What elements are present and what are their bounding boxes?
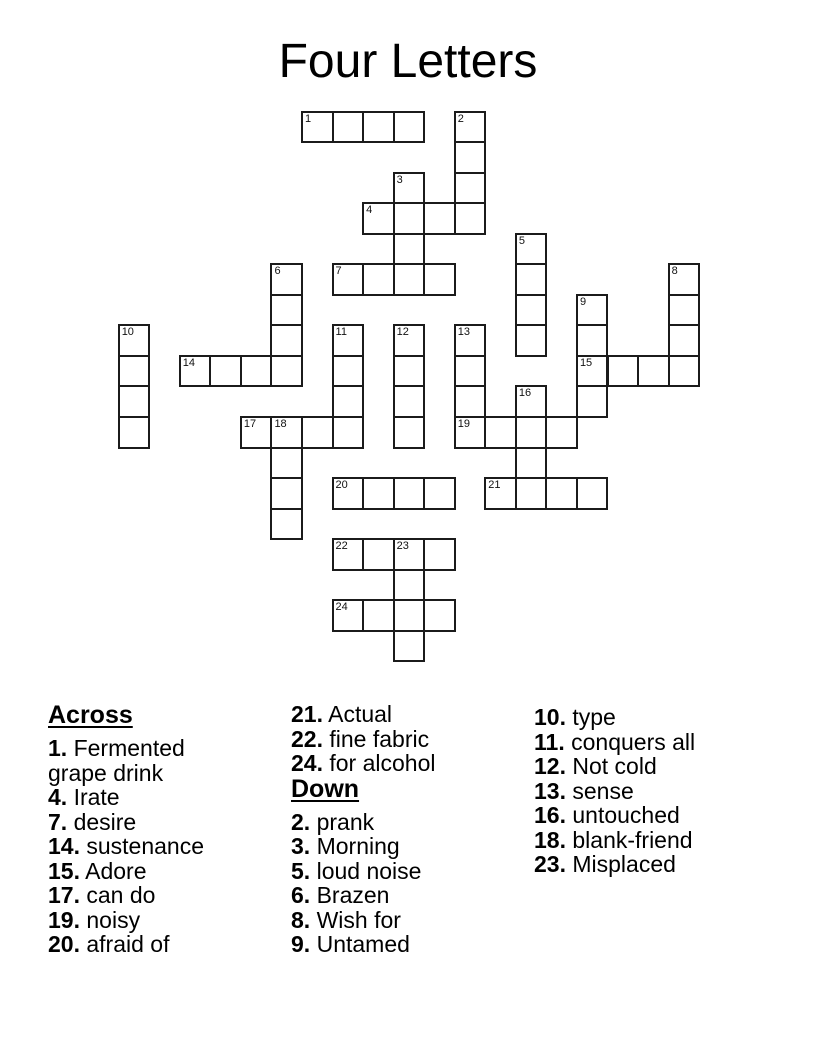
cell-number: 16	[518, 387, 532, 400]
grid-cell	[270, 416, 303, 449]
grid-cell	[576, 385, 609, 418]
cell-number: 9	[579, 295, 587, 308]
grid-cell	[393, 538, 426, 571]
clue-6: 6. Brazen	[291, 882, 390, 908]
grid-cell	[484, 477, 517, 510]
grid-cell	[423, 477, 456, 510]
grid-cell	[393, 416, 426, 449]
grid-cell	[454, 324, 487, 357]
clue-number: 1.	[48, 735, 68, 761]
clue-2: 2. prank	[291, 808, 375, 835]
clue-number: 2.	[291, 808, 311, 835]
clue-number: 11.	[534, 728, 565, 755]
grid-cell	[270, 508, 303, 541]
grid-cell	[423, 599, 456, 632]
clue-15: 15. Adore	[48, 857, 147, 884]
grid-cell	[576, 477, 609, 510]
cell-number: 6	[274, 265, 281, 278]
grid-cell	[332, 477, 365, 510]
grid-cell	[393, 324, 426, 357]
clue-9: 9. Untamed	[291, 931, 410, 957]
clue-3: 3. Morning	[291, 833, 400, 859]
grid-cell	[393, 172, 426, 205]
clue-21: 21. Actual	[291, 701, 393, 727]
grid-cell	[423, 263, 456, 296]
grid-cell	[362, 477, 395, 510]
grid-cell	[393, 263, 426, 296]
grid-cell	[454, 111, 487, 144]
cell-number: 4	[366, 204, 373, 217]
grid-cell	[332, 355, 365, 388]
clue-number: 23.	[534, 851, 566, 877]
cell-number: 10	[121, 326, 134, 339]
grid-cell	[270, 294, 303, 327]
grid-cell	[423, 202, 456, 235]
clue-number: 16.	[534, 802, 566, 828]
grid-cell	[515, 385, 548, 418]
across-header: Across	[48, 701, 133, 729]
grid-cell	[332, 111, 365, 144]
clue-10: 10. type	[534, 704, 616, 730]
clue-number: 18.	[534, 826, 566, 853]
grid-cell	[362, 111, 395, 144]
grid-cell	[668, 294, 701, 327]
grid-cell	[423, 538, 456, 571]
grid-cell	[576, 294, 609, 327]
puzzle-title: Four Letters	[278, 35, 538, 88]
clue-number: 20.	[48, 931, 80, 957]
clue-19: 19. noisy	[48, 906, 141, 933]
grid-cell	[668, 355, 701, 388]
grid-cell	[332, 416, 365, 449]
clue-number: 13.	[534, 777, 566, 804]
grid-cell	[270, 477, 303, 510]
cell-number: 8	[671, 265, 678, 278]
grid-cell	[301, 111, 334, 144]
cell-number: 21	[488, 479, 501, 492]
clue-number: 19.	[48, 906, 80, 933]
grid-cell	[332, 538, 365, 571]
clue-number: 5.	[291, 857, 311, 884]
grid-cell	[270, 324, 303, 357]
cell-number: 15	[579, 356, 593, 369]
clue-20: 20. afraid of	[48, 931, 170, 957]
grid-cell	[515, 416, 548, 449]
cell-number: 11	[335, 326, 347, 339]
grid-cell	[332, 263, 365, 296]
clue-24: 24. for alcohol	[291, 750, 436, 776]
clue-number: 7.	[48, 808, 68, 835]
grid-cell	[240, 416, 273, 449]
grid-cell	[668, 263, 701, 296]
clue-number: 21.	[291, 701, 323, 727]
grid-cell	[270, 447, 303, 480]
clue-11: 11. conquers all	[534, 728, 696, 755]
clue-5: 5. loud noise	[291, 857, 422, 884]
grid-cell	[637, 355, 670, 388]
clue-18: 18. blank-friend	[534, 826, 693, 853]
clue-number: 17.	[48, 882, 80, 908]
clue-number: 9.	[291, 931, 311, 957]
clue-4: 4. Irate	[48, 784, 120, 810]
grid-cell	[362, 202, 395, 235]
grid-cell	[393, 111, 426, 144]
clue-8: 8. Wish for	[291, 906, 401, 933]
grid-cell	[607, 355, 640, 388]
cell-number: 12	[396, 326, 409, 339]
clue-14: 14. sustenance	[48, 833, 205, 859]
clue-16: 16. untouched	[534, 802, 680, 828]
grid-cell	[301, 416, 334, 449]
grid-cell	[454, 355, 487, 388]
cell-number: 7	[335, 265, 342, 278]
cell-number: 18	[274, 418, 287, 430]
grid-cell	[118, 416, 151, 449]
grid-cell	[545, 477, 578, 510]
grid-cell	[118, 385, 151, 418]
grid-cell	[545, 416, 578, 449]
cell-number: 22	[335, 540, 348, 553]
clue-number: 15.	[48, 857, 80, 884]
clue-1: 1. Fermented grape drink	[48, 735, 185, 786]
cell-number: 23	[396, 540, 409, 553]
grid-cell	[332, 385, 365, 418]
grid-cell	[668, 324, 701, 357]
clues-column-1	[48, 702, 243, 957]
grid-cell	[393, 630, 426, 663]
grid-cell	[393, 599, 426, 632]
clues-column-2	[291, 702, 486, 957]
clue-number: 10.	[534, 704, 566, 730]
clue-23: 23. Misplaced	[534, 851, 676, 877]
grid-cell	[484, 416, 517, 449]
clue-number: 8.	[291, 906, 311, 933]
clue-number: 6.	[291, 882, 311, 908]
clue-12: 12. Not cold	[534, 753, 657, 779]
down-header: Down	[291, 774, 360, 803]
grid-cell	[179, 355, 212, 388]
cell-number: 19	[457, 418, 470, 430]
grid-cell	[454, 202, 487, 235]
grid-cell	[393, 569, 426, 602]
cell-number: 17	[243, 418, 257, 430]
cell-number: 20	[335, 479, 348, 492]
grid-cell	[454, 385, 487, 418]
grid-cell	[393, 477, 426, 510]
cell-number: 14	[182, 356, 196, 369]
grid-cell	[515, 233, 548, 266]
grid-cell	[515, 447, 548, 480]
clue-number: 24.	[291, 750, 323, 776]
grid-cell	[362, 263, 395, 296]
grid-cell	[515, 477, 548, 510]
grid-cell	[209, 355, 242, 388]
cell-number: 2	[457, 112, 464, 125]
clue-17: 17. can do	[48, 882, 156, 908]
grid-cell	[576, 355, 609, 388]
grid-cell	[393, 385, 426, 418]
grid-cell	[362, 538, 395, 571]
grid-cell	[515, 294, 548, 327]
clues-column-3	[534, 702, 729, 877]
grid-cell	[270, 355, 303, 388]
grid-cell	[393, 355, 426, 388]
grid-cell	[515, 324, 548, 357]
grid-cell	[393, 202, 426, 235]
cell-number: 3	[396, 173, 403, 186]
grid-cell	[393, 233, 426, 266]
clue-number: 14.	[48, 833, 80, 859]
cell-number: 24	[335, 601, 348, 614]
grid-cell	[362, 599, 395, 632]
grid-cell	[118, 324, 151, 357]
grid-cell	[576, 324, 609, 357]
grid-cell	[332, 599, 365, 632]
grid-cell	[240, 355, 273, 388]
clue-number: 12.	[534, 753, 566, 779]
clue-13: 13. sense	[534, 777, 634, 804]
grid-cell	[454, 172, 487, 205]
cell-number: 1	[305, 112, 312, 125]
clue-number: 3.	[291, 833, 311, 859]
grid-cell	[454, 141, 487, 174]
grid-cell	[270, 263, 303, 296]
clue-number: 4.	[48, 784, 68, 810]
grid-cell	[454, 416, 487, 449]
grid-cell	[332, 324, 365, 357]
grid-cell	[118, 355, 151, 388]
clue-22: 22. fine fabric	[291, 725, 430, 752]
cell-number: 13	[457, 326, 470, 339]
clue-number: 22.	[291, 725, 323, 752]
grid-cell	[515, 263, 548, 296]
clue-7: 7. desire	[48, 808, 137, 835]
cell-number: 5	[518, 234, 525, 247]
